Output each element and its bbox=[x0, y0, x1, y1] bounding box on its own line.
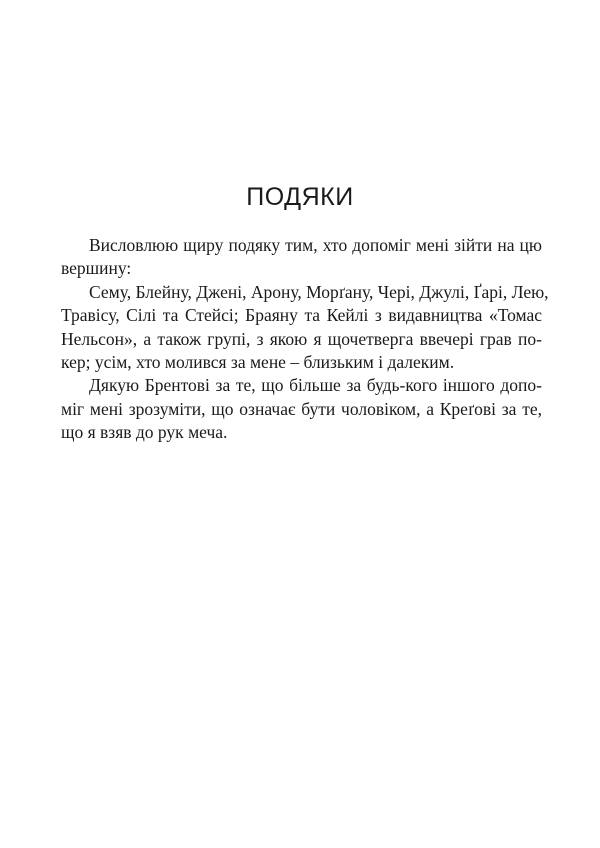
text-line: кер; усім, хто молився за мене – близьким і далеким. bbox=[61, 352, 455, 373]
text-line: міг мені зрозуміти, що означає бути чоловіком, а Креґові за те, bbox=[61, 398, 542, 419]
text-line: Травісу, Сілі та Стейсі; Браяну та Кейлі з видавництва «Томас bbox=[61, 305, 542, 326]
page-title: ПОДЯКИ bbox=[246, 183, 354, 211]
text-line: Дякую Брентові за те, що більше за будь-кого іншого допо- bbox=[89, 375, 542, 396]
text-line: Нельсон», а також групі, з якою я щочетверга ввечері грав по- bbox=[61, 328, 542, 349]
text-line: що я взяв до рук меча. bbox=[61, 422, 228, 443]
text-line: Сему, Блейну, Джені, Арону, Морґану, Чері, Джулі, Ґарі, Лею, bbox=[89, 281, 549, 302]
acknowledgements-text bbox=[61, 234, 549, 445]
text-line: вершину: bbox=[61, 258, 132, 279]
text-line: Висловлюю щиру подяку тим, хто допоміг мені зійти на цю bbox=[89, 235, 542, 255]
